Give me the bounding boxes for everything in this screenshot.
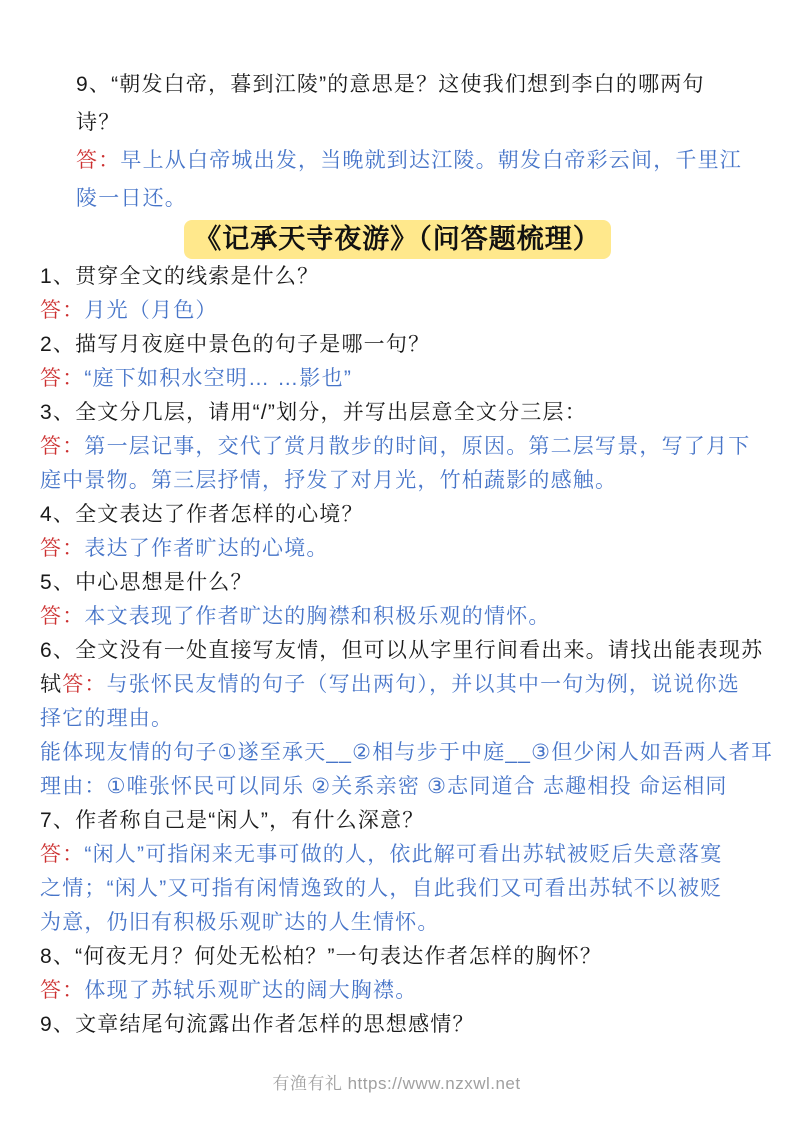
answer-label: 答：: [40, 605, 85, 628]
question-text: 3、全文分几层，请用“/”划分，并写出层意全文分三层：: [40, 401, 587, 424]
text-line: [40, 294, 755, 328]
answer-text: “庭下如积水空明… …影也”: [84, 367, 353, 390]
text-line: [40, 566, 755, 600]
question-text: 9、文章结尾句流露出作者怎样的思想感情？: [40, 1013, 475, 1036]
answer-label: 答：: [76, 149, 121, 172]
text-line: [40, 464, 755, 498]
text-line: [40, 66, 755, 104]
text-line: [40, 770, 755, 804]
footer-watermark: 有渔有礼 https://www.nzxwl.net: [272, 1074, 521, 1093]
text-line: [40, 736, 774, 770]
text-line: [40, 180, 755, 218]
answer-label: 答：: [62, 673, 107, 696]
answer-label: 答：: [40, 435, 85, 458]
section-title: 《记承天寺夜游》（问答题梳理）: [184, 220, 611, 259]
text-line: [40, 804, 755, 838]
question-text: 9、“朝发白帝，暮到江陵”的意思是？这使我们想到李白的哪两句: [76, 73, 705, 96]
text-line: [40, 1008, 755, 1042]
answer-text: 之情；“闲人”又可指有闲情逸致的人，自此我们又可看出苏轼不以被贬: [40, 877, 723, 900]
answer-label: 答：: [40, 299, 85, 322]
answer-text: 庭中景物。第三层抒情，抒发了对月光，竹柏蔬影的感触。: [40, 469, 618, 492]
answer-text: 早上从白帝城出发，当晚就到达江陵。朝发白帝彩云间，千里江: [120, 149, 743, 172]
answer-label: 答：: [40, 367, 85, 390]
text-line: [40, 328, 755, 362]
text-line: [40, 872, 755, 906]
answer-text: 为意，仍旧有积极乐观旷达的人生情怀。: [40, 911, 440, 934]
answer-text: 表达了作者旷达的心境。: [84, 537, 329, 560]
text-line: [40, 838, 755, 872]
text-line: [40, 702, 755, 736]
text-line: [40, 906, 755, 940]
section-title-row: [40, 220, 755, 260]
text-line: [40, 430, 755, 464]
answer-label: 答：: [40, 537, 85, 560]
answer-text: 与张怀民友情的句子（写出两句），并以其中一句为例，说说你选: [106, 673, 740, 696]
qa-list-block: [40, 260, 774, 1042]
text-line: [40, 104, 755, 142]
text-line: [40, 396, 755, 430]
text-line: [40, 260, 755, 294]
answer-text: 本文表现了作者旷达的胸襟和积极乐观的情怀。: [84, 605, 551, 628]
question-text: 诗？: [76, 111, 121, 134]
text-line: [40, 362, 755, 396]
question-text: 8、“何夜无月？何处无松柏？”一句表达作者怎样的胸怀？: [40, 945, 603, 968]
question-text: 1、贯穿全文的线索是什么？: [40, 265, 320, 288]
text-line: [40, 668, 755, 702]
previous-section-qa-block: [40, 66, 755, 218]
text-line: [40, 634, 764, 668]
answer-text: “闲人”可指闲来无事可做的人，依此解可看出苏轼被贬后失意落寞: [84, 843, 723, 866]
text-line: [40, 142, 755, 180]
answer-text: 第一层记事，交代了赏月散步的时间，原因。第二层写景，写了月下: [84, 435, 751, 458]
text-line: [40, 600, 755, 634]
answer-text: 能体现友情的句子①遂至承天__②相与步于中庭__③但少闲人如吾两人者耳: [40, 741, 774, 764]
answer-text: 理由：①唯张怀民可以同乐 ②关系亲密 ③志同道合 志趣相投 命运相同: [40, 775, 728, 798]
text-line: [40, 974, 755, 1008]
text-line: [40, 498, 755, 532]
question-text: 5、中心思想是什么？: [40, 571, 253, 594]
answer-text: 月光（月色）: [84, 299, 218, 322]
question-text: 7、作者称自己是“闲人”，有什么深意？: [40, 809, 425, 832]
answer-label: 答：: [40, 979, 85, 1002]
answer-text: 择它的理由。: [40, 707, 174, 730]
answer-label: 答：: [40, 843, 85, 866]
question-text: 4、全文表达了作者怎样的心境？: [40, 503, 364, 526]
text-line: [40, 940, 755, 974]
answer-text: 体现了苏轼乐观旷达的阔大胸襟。: [84, 979, 418, 1002]
question-text: 轼: [40, 673, 63, 696]
text-line: [40, 532, 755, 566]
question-text: 2、描写月夜庭中景色的句子是哪一句？: [40, 333, 431, 356]
answer-text: 陵一日还。: [76, 187, 187, 210]
question-text: 6、全文没有一处直接写友情，但可以从字里行间看出来。请找出能表现苏: [40, 639, 764, 662]
